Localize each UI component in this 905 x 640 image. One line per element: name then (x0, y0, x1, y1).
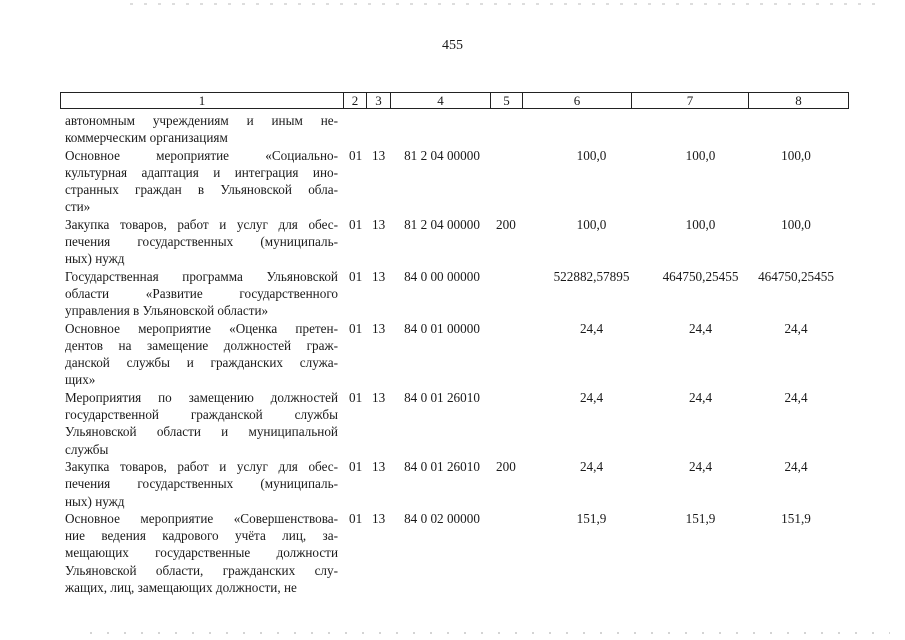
table-row (60, 268, 847, 320)
row-description (65, 216, 338, 268)
amount-col-8: 24,4 (784, 389, 808, 405)
target-article-code: 81 2 04 00000 (404, 216, 480, 232)
row-description (65, 510, 338, 596)
description-line: коммерческим организациям (65, 130, 228, 146)
subsection-code: 13 (372, 458, 386, 474)
target-article-code: 84 0 01 26010 (404, 458, 480, 474)
section-code: 01 (349, 389, 363, 405)
description-line: Мероприятия по замещению должностей (65, 389, 338, 405)
amount-col-8: 100,0 (781, 216, 811, 232)
table-header (60, 92, 849, 109)
description-line: жащих, лиц, замещающих должности, не (65, 580, 297, 596)
table-row (60, 112, 847, 147)
header-col-5: 5 (491, 93, 523, 108)
section-code: 01 (349, 320, 363, 336)
description-line: Закупка товаров, работ и услуг для обес- (65, 216, 338, 232)
row-description (65, 147, 338, 216)
description-line: Основное мероприятие «Социально- (65, 147, 338, 163)
description-line: Ульяновской области и муниципальной (65, 424, 338, 440)
amount-col-6: 522882,57895 (553, 268, 630, 284)
table-row (60, 147, 847, 216)
target-article-code: 84 0 00 00000 (404, 268, 480, 284)
description-line: Закупка товаров, работ и услуг для обес- (65, 458, 338, 474)
target-article-code: 84 0 01 26010 (404, 389, 480, 405)
amount-col-8: 24,4 (784, 320, 808, 336)
subsection-code: 13 (372, 147, 386, 163)
amount-col-8: 100,0 (781, 147, 811, 163)
description-line: странных граждан в Ульяновской обла- (65, 182, 338, 198)
row-description (65, 112, 338, 147)
description-line: Ульяновской области, гражданских слу- (65, 562, 338, 578)
amount-col-7: 24,4 (688, 389, 713, 405)
table-row (60, 320, 847, 389)
description-line: Основное мероприятие «Оценка претен- (65, 320, 338, 336)
row-description (65, 320, 338, 389)
description-line: данской службы и гражданских служа- (65, 355, 338, 371)
subsection-code: 13 (372, 389, 386, 405)
header-col-1: 1 (61, 93, 344, 108)
subsection-code: 13 (372, 320, 386, 336)
expense-type-code: 200 (496, 216, 516, 232)
subsection-code: 13 (372, 268, 386, 284)
table-body (60, 112, 847, 596)
description-line: автономным учреждениям и иным не- (65, 113, 338, 128)
target-article-code: 84 0 02 00000 (404, 510, 480, 526)
header-col-4: 4 (391, 93, 491, 108)
description-line: управления в Ульяновской области» (65, 303, 269, 319)
description-line: печения государственных (муниципаль- (65, 234, 338, 250)
amount-col-6: 100,0 (576, 216, 607, 232)
amount-col-7: 464750,25455 (662, 268, 739, 284)
amount-col-7: 24,4 (688, 320, 713, 336)
description-line: государственной гражданской службы (65, 407, 338, 423)
target-article-code: 81 2 04 00000 (404, 147, 480, 163)
table-row (60, 458, 847, 510)
table-row (60, 510, 847, 596)
description-line: Государственная программа Ульяновской (65, 268, 338, 284)
section-code: 01 (349, 268, 363, 284)
amount-col-6: 24,4 (579, 389, 604, 405)
amount-col-7: 151,9 (685, 510, 716, 526)
amount-col-7: 100,0 (685, 216, 716, 232)
page-number: 455 (442, 38, 463, 53)
amount-col-7: 24,4 (688, 458, 713, 474)
section-code: 01 (349, 147, 363, 163)
table-row (60, 389, 847, 458)
amount-col-6: 151,9 (576, 510, 607, 526)
description-line: области «Развитие государственного (65, 285, 338, 301)
description-line: ных) нужд (65, 251, 125, 267)
row-description (65, 268, 338, 320)
description-line: печения государственных (муниципаль- (65, 476, 338, 492)
description-line: службы (65, 441, 109, 457)
description-line: ных) нужд (65, 493, 125, 509)
description-line: мещающих государственные должности (65, 545, 338, 561)
description-line: Основное мероприятие «Совершенствова- (65, 510, 338, 526)
subsection-code: 13 (372, 510, 386, 526)
header-col-3: 3 (367, 93, 391, 108)
table-row (60, 216, 847, 268)
description-line: дентов на замещение должностей граж- (65, 337, 338, 353)
amount-col-8: 151,9 (781, 510, 811, 526)
amount-col-7: 100,0 (685, 147, 716, 163)
expense-type-code: 200 (496, 458, 516, 474)
section-code: 01 (349, 510, 363, 526)
target-article-code: 84 0 01 00000 (404, 320, 480, 336)
header-col-6: 6 (523, 93, 632, 108)
scan-artifact-top (130, 3, 880, 5)
section-code: 01 (349, 458, 363, 474)
description-line: ние ведения кадрового учёта лиц, за- (65, 528, 338, 544)
description-line: культурная адаптация и интеграция ино- (65, 164, 338, 180)
header-col-7: 7 (632, 93, 749, 108)
header-col-8: 8 (795, 93, 802, 108)
amount-col-6: 24,4 (579, 458, 604, 474)
amount-col-8: 24,4 (784, 458, 808, 474)
scan-artifact-bottom (90, 632, 890, 634)
row-description (65, 458, 338, 510)
subsection-code: 13 (372, 216, 386, 232)
amount-col-6: 24,4 (579, 320, 604, 336)
header-col-2: 2 (344, 93, 367, 108)
row-description (65, 389, 338, 458)
description-line: щих» (65, 372, 96, 388)
amount-col-6: 100,0 (576, 147, 607, 163)
description-line: сти» (65, 199, 91, 215)
section-code: 01 (349, 216, 363, 232)
amount-col-8: 464750,25455 (758, 268, 834, 284)
